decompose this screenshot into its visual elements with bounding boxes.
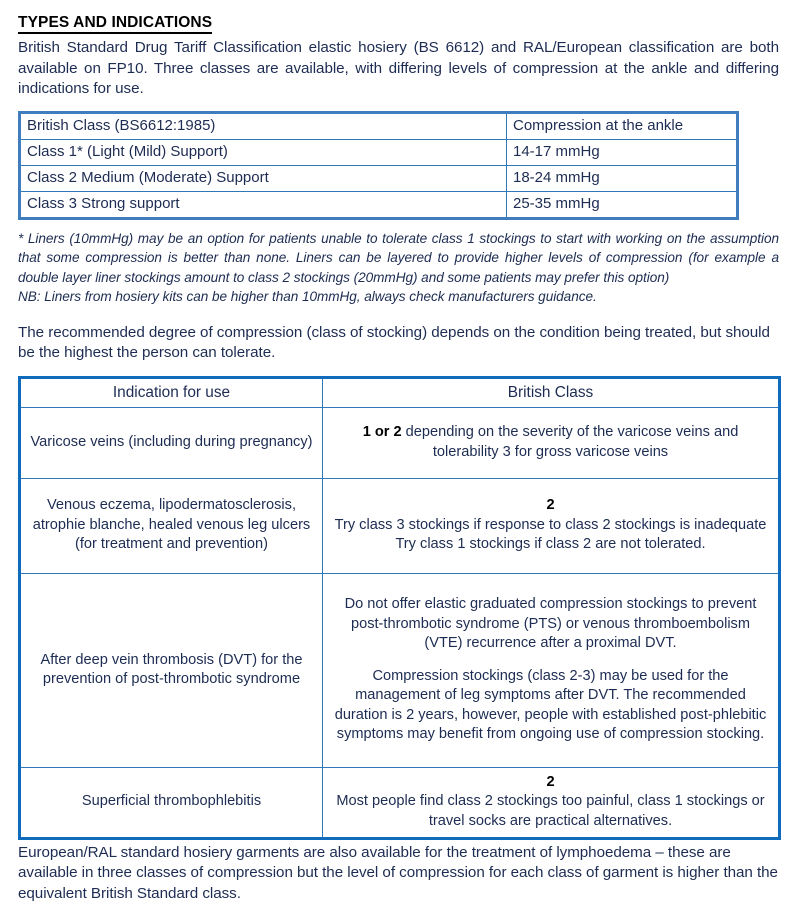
class-value-line3: Compression stockings (class 2-3) may be used for the management of leg symptoms after DVT. The recommended duration is 2 years, however, people with established post-phlebitic symptoms may benefit from ongoing use of compression stocking.	[335, 668, 767, 743]
table-header-row	[20, 377, 780, 407]
class-value-bold: 2	[546, 497, 554, 513]
liners-footnote: * Liners (10mmHg) may be an option for patients unable to tolerate class 1 stockings to start with working on the assumption that some compression is better than none. Liners can be layered to provide higher levels of compression (for example a double layer liner stockings amount to class 2 stockings (20mmHg) and some patients may prefer this option)	[18, 229, 779, 288]
table-header-cell-british-class: British Class (BS6612:1985)	[20, 112, 507, 139]
table-row	[20, 573, 780, 767]
table-cell-class-guidance	[323, 573, 780, 767]
table-row	[20, 112, 738, 139]
table-cell-class-guidance	[323, 407, 780, 478]
table-row	[20, 165, 738, 191]
table-cell-compression-value: 18-24 mmHg	[507, 165, 738, 191]
class-value-line2: Try class 3 stockings if response to class 2 stockings is inadequate	[335, 517, 767, 533]
class-value-line3: Try class 1 stockings if class 2 are not tolerated.	[395, 536, 705, 552]
table-header-cell-indication: Indication for use	[20, 377, 323, 407]
compression-class-table	[18, 111, 739, 220]
class-value-line2: 3 for gross varicose veins	[503, 444, 668, 460]
class-value-line2: Most people find class 2 stockings too painful, class 1 stockings or travel socks are practical alternatives.	[336, 793, 764, 829]
table-row	[20, 139, 738, 165]
table-row	[20, 191, 738, 218]
table-cell-class-name: Class 3 Strong support	[20, 191, 507, 218]
table-cell-class-name: Class 1* (Light (Mild) Support)	[20, 139, 507, 165]
table-row	[20, 478, 780, 573]
table-cell-indication: Varicose veins (including during pregnancy)	[20, 407, 323, 478]
class-value-text: depending on the severity of the varicose veins and tolerability	[402, 424, 739, 460]
closing-paragraph: European/RAL standard hosiery garments are also available for the treatment of lymphoedema – these are available in three classes of compression but the level of compression for each class of garment is higher than the equivalent British Standard class.	[18, 843, 779, 904]
recommended-degree-paragraph: The recommended degree of compression (class of stocking) depends on the condition being treated, but should be the highest the person can tolerate.	[18, 323, 779, 364]
page-title: TYPES AND INDICATIONS	[18, 14, 212, 34]
table-header-cell-british-class: British Class	[323, 377, 780, 407]
liners-nb-note: NB: Liners from hosiery kits can be higher than 10mmHg, always check manufacturers guidance.	[18, 287, 779, 307]
table-cell-compression-value: 14-17 mmHg	[507, 139, 738, 165]
table-cell-indication: After deep vein thrombosis (DVT) for the prevention of post-thrombotic syndrome	[20, 573, 323, 767]
class-value-bold: 2	[546, 774, 554, 790]
indications-table	[18, 376, 781, 840]
table-cell-class-guidance	[323, 767, 780, 838]
paragraph-spacer	[330, 654, 771, 667]
table-row	[20, 407, 780, 478]
table-cell-compression-value: 25-35 mmHg	[507, 191, 738, 218]
class-value-bold: 1 or 2	[363, 424, 402, 440]
table-cell-indication: Superficial thrombophlebitis	[20, 767, 323, 838]
table-cell-class-name: Class 2 Medium (Moderate) Support	[20, 165, 507, 191]
class-value-line2: Do not offer elastic graduated compression stockings to prevent post-thrombotic syndrome (PTS) or venous thromboembolism (VTE) recurrence after a proximal DVT.	[345, 596, 757, 651]
table-cell-class-guidance	[323, 478, 780, 573]
intro-paragraph: British Standard Drug Tariff Classification elastic hosiery (BS 6612) and RAL/European classification are both available on FP10. Three classes are available, with differing levels of compression at the ankle and differing indications for use.	[18, 38, 779, 100]
table-header-cell-compression: Compression at the ankle	[507, 112, 738, 139]
table-row	[20, 767, 780, 838]
section-heading-wrap	[18, 10, 779, 35]
table-cell-indication: Venous eczema, lipodermatosclerosis, atrophie blanche, healed venous leg ulcers (for treatment and prevention)	[20, 478, 323, 573]
